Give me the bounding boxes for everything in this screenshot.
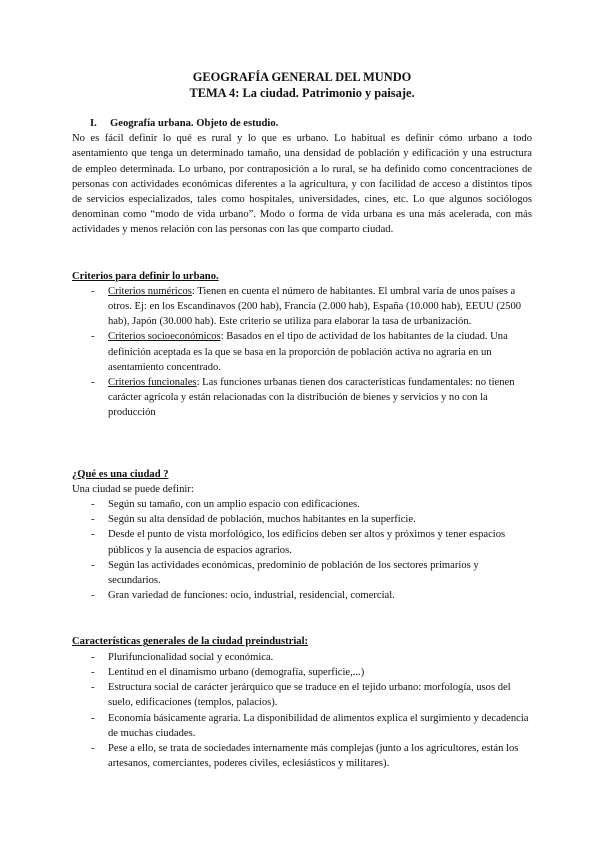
criterios-list xyxy=(72,284,532,421)
list-item: - Según las actividades económicas, predominio de población de los sectores primarios y secundarios. xyxy=(72,558,532,588)
list-item: - Pese a ello, se trata de sociedades internamente más complejas (junto a los agricultores, están los artesanos, comerciantes, poderes civiles, eclesiásticos y militares). xyxy=(72,741,532,771)
section-1-number: I. xyxy=(90,118,97,129)
ciudad-list xyxy=(72,497,532,603)
document-subtitle: TEMA 4: La ciudad. Patrimonio y paisaje. xyxy=(189,85,415,100)
criterio-label: Criterios numéricos xyxy=(108,285,192,297)
list-item xyxy=(72,375,532,421)
list-item: - Economía básicamente agraria. La disponibilidad de alimentos explica el surgimiento y decadencia de muchas ciudades. xyxy=(72,711,532,741)
list-item: - Gran variedad de funciones: ocio, industrial, residencial, comercial. xyxy=(72,588,532,603)
list-item xyxy=(72,284,532,330)
document-page xyxy=(72,70,532,771)
document-title: GEOGRAFÍA GENERAL DEL MUNDO xyxy=(192,70,412,84)
subhead-caracteristicas: Características generales de la ciudad preindustrial: xyxy=(72,636,309,648)
ciudad-intro: Una ciudad se puede definir: xyxy=(72,483,194,495)
section-1-heading xyxy=(90,116,532,131)
section-1-paragraph: No es fácil definir lo qué es rural y lo que es urbano. Lo habitual es definir cómo urbano a todo asentamiento que tenga un determinado tamaño, una densidad de población y edificación y una estructura de empleo determinada. Lo urbano, por contraposición a lo rural, se ha definido como concentraciones de personas con actividades económicas diferentes a la agricultura, y con facilidad de acceso a distintos tipos de servicios especializados, tales como hospitales, universidades, cines, etc. Lo que algunos sociólogos denominan como “modo de vida urbano”. Modo o forma de vida urbana es una más acelerada, con más actividades y menos relación con las personas con las que comparto ciudad. xyxy=(72,133,532,236)
criterio-text: : Tienen en cuenta el número de habitantes. El umbral varía de unos países a otros. Ej: en los Escandinavos (200 hab), Francia (2.000 hab), España (10.000 hab), EEUU (2500 hab), Japón (30.000 hab). Este criterio se utiliza para elaborar la tasa de urbanización. xyxy=(108,285,522,328)
criterio-text: : Las funciones urbanas tienen dos características fundamentales: no tienen carácter agrícola y están relacionadas con la distribución de bienes y servicios y no con la producción xyxy=(108,377,515,419)
list-item: - Según su alta densidad de población, muchos habitantes en la superficie. xyxy=(72,512,532,527)
criterio-label: Criterios funcionales xyxy=(108,377,197,389)
criterio-text: : Basados en el tipo de actividad de los habitantes de la ciudad. Una definición aceptada es la que se basa en la proporción de población activa no agraria en un asentamiento concentrado. xyxy=(108,331,508,373)
list-item: - Desde el punto de vista morfológico, los edificios deben ser altos y próximos y tener espacios públicos y la ausencia de espacios agrarios. xyxy=(72,527,532,557)
subhead-criterios: Criterios para definir lo urbano. xyxy=(72,270,219,282)
list-item: - Lentitud en el dinamismo urbano (demografía, superficie,...) xyxy=(72,665,532,680)
list-item: - Según su tamaño, con un amplio espacio con edificaciones. xyxy=(72,497,532,512)
criterio-label: Criterios socioeconómicos xyxy=(108,331,221,343)
list-item: - Estructura social de carácter jerárquico que se traduce en el tejido urbano: morfología, usos del suelo, edificaciones (templos, palacios). xyxy=(72,680,532,710)
preindustrial-list xyxy=(72,650,532,772)
section-1-title: Geografía urbana. Objeto de estudio. xyxy=(110,118,279,129)
subhead-ciudad: ¿Qué es una ciudad ? xyxy=(72,468,169,480)
list-item xyxy=(72,329,532,375)
list-item: - Plurifuncionalidad social y económica. xyxy=(72,650,532,665)
